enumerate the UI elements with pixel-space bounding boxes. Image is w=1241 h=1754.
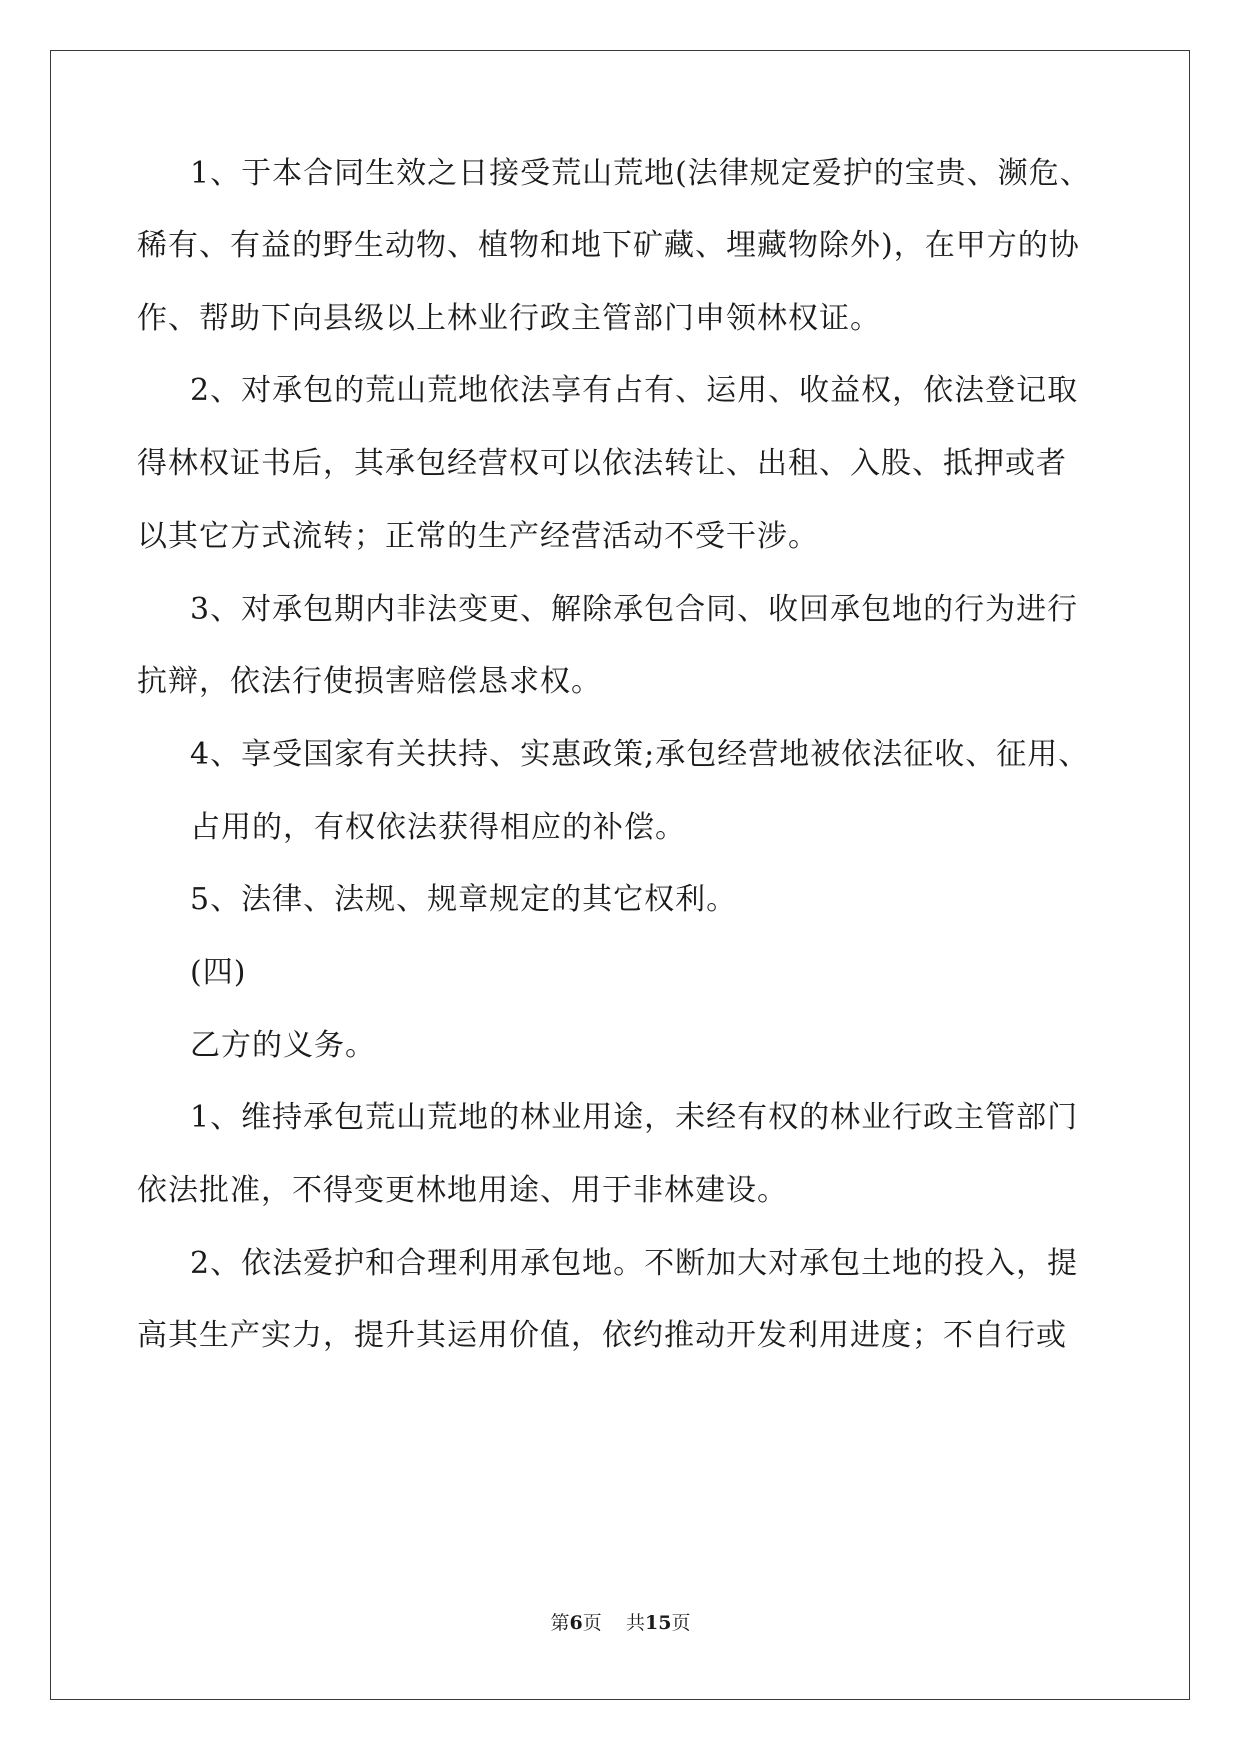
total-prefix: 共 (625, 1612, 645, 1634)
text-line: 乙方的义务。 (190, 1028, 376, 1063)
text-line: 高其生产实力，提升其运用价值，依约推动开发利用进度；不自行或 (137, 1318, 1067, 1353)
page-number: 6 (569, 1612, 583, 1634)
text-line: 稀有、有益的野生动物、植物和地下矿藏、埋藏物除外)，在甲方的协 (137, 228, 1080, 263)
text-line: (四) (190, 955, 247, 990)
text-line: 2、对承包的荒山荒地依法享有占有、运用、收益权，依法登记取 (190, 373, 1079, 408)
text-line: 以其它方式流转；正常的生产经营活动不受干涉。 (137, 519, 819, 554)
text-line: 依法批准，不得变更林地用途、用于非林建设。 (137, 1173, 788, 1208)
text-line: 1、于本合同生效之日接受荒山荒地(法律规定爱护的宝贵、濒危、 (190, 156, 1091, 191)
page-prefix: 第 (550, 1612, 570, 1634)
text-line: 得林权证书后，其承包经营权可以依法转让、出租、入股、抵押或者 (137, 446, 1067, 481)
text-line: 4、享受国家有关扶持、实惠政策;承包经营地被依法征收、征用、 (190, 737, 1090, 772)
text-line: 5、法律、法规、规章规定的其它权利。 (190, 882, 738, 917)
text-line: 占用的，有权依法获得相应的补偿。 (190, 810, 686, 845)
page-suffix: 页 (582, 1612, 602, 1634)
text-line: 2、依法爱护和合理利用承包地。不断加大对承包土地的投入，提 (190, 1246, 1079, 1281)
text-line: 抗辩，依法行使损害赔偿恳求权。 (137, 664, 602, 699)
page-footer (0, 1608, 1241, 1635)
total-pages: 15 (644, 1612, 672, 1634)
text-line: 1、维持承包荒山荒地的林业用途，未经有权的林业行政主管部门 (190, 1100, 1079, 1135)
text-line: 3、对承包期内非法变更、解除承包合同、收回承包地的行为进行 (190, 592, 1079, 627)
page-border (50, 50, 1190, 1700)
total-suffix: 页 (671, 1612, 691, 1634)
text-line: 作、帮助下向县级以上林业行政主管部门申领林权证。 (137, 301, 881, 336)
